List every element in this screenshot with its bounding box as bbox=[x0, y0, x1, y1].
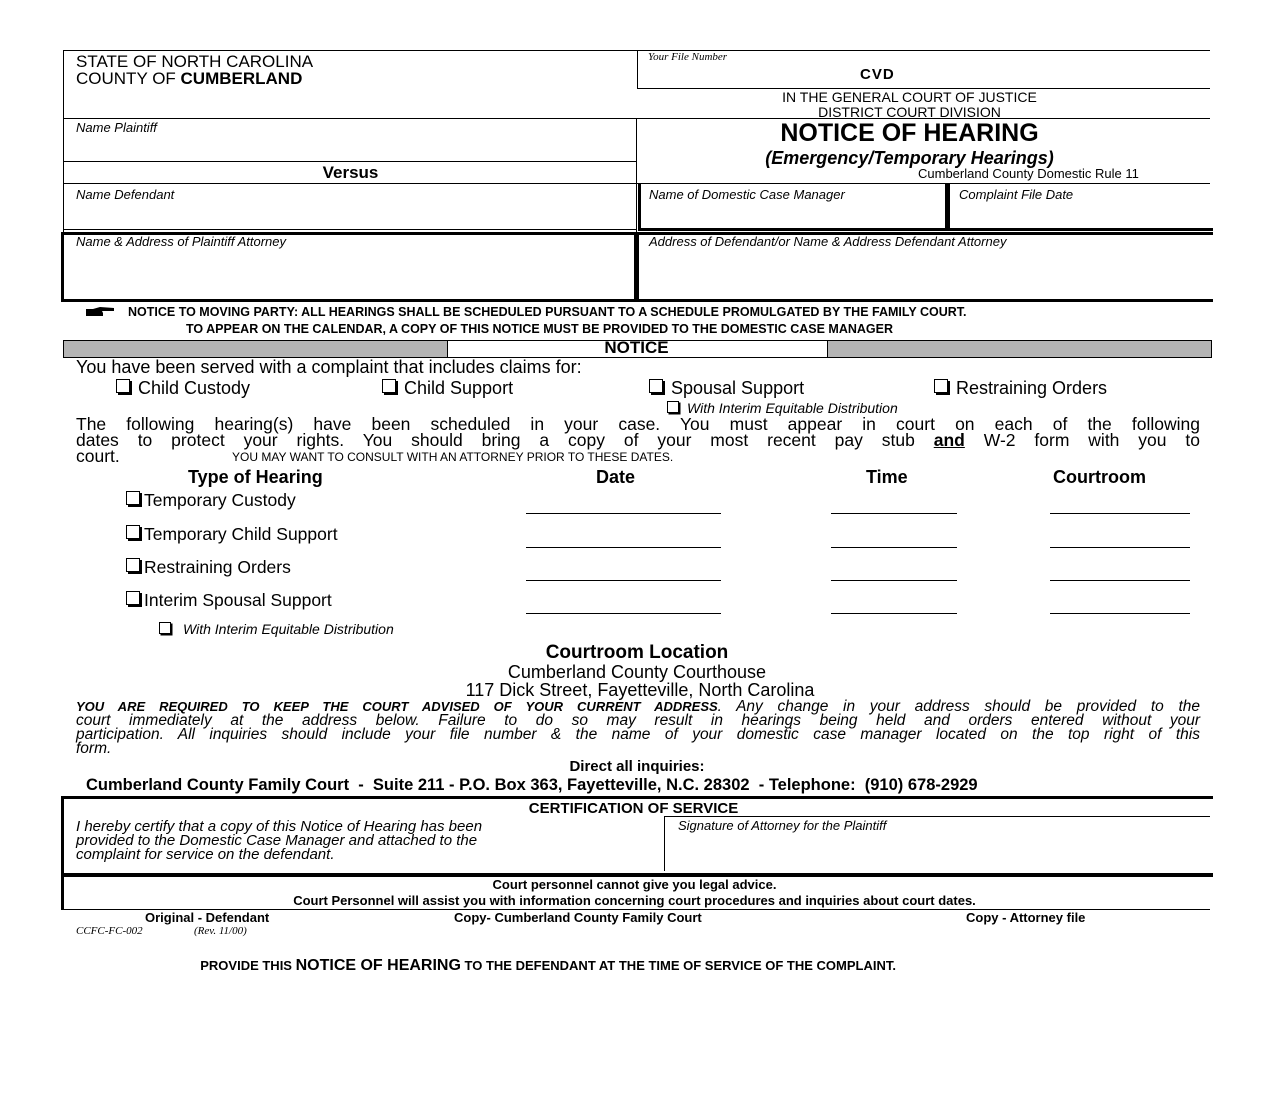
case-manager-label: Name of Domestic Case Manager bbox=[649, 187, 845, 202]
form-revision: (Rev. 11/00) bbox=[194, 925, 247, 937]
hearing-sub-option[interactable]: With Interim Equitable Distribution bbox=[159, 621, 394, 637]
rule-reference: Cumberland County Domestic Rule 11 bbox=[918, 166, 1139, 181]
notice-subtitle: (Emergency/Temporary Hearings) bbox=[765, 148, 1054, 168]
scheduled-line-1: The following hearing(s) have been scheduled in your case. You must appear in court on each of the following bbox=[76, 414, 1200, 434]
checkbox-icon bbox=[159, 622, 171, 634]
courtroom-blank[interactable] bbox=[1050, 580, 1190, 581]
header-courtroom: Courtroom bbox=[1053, 467, 1146, 487]
notice-bar-right bbox=[827, 340, 1212, 358]
complaint-date-label: Complaint File Date bbox=[959, 187, 1074, 202]
address-notice-line-2: court immediately at the address below. Failure to do so may result in hearings being held and orders entered without your bbox=[76, 712, 1200, 729]
time-blank[interactable] bbox=[831, 613, 957, 614]
header-type-of-hearing: Type of Hearing bbox=[188, 467, 323, 487]
copy-original: Original - Defendant bbox=[145, 910, 270, 925]
hearing-row-temporary-child-support[interactable]: Temporary Child Support bbox=[126, 524, 338, 545]
checkbox-icon bbox=[126, 491, 140, 505]
file-number-value[interactable]: CVD bbox=[860, 66, 895, 83]
checkbox-icon bbox=[649, 379, 663, 393]
claim-interim-distribution[interactable]: With Interim Equitable Distribution bbox=[667, 400, 898, 416]
checkbox-icon bbox=[126, 558, 140, 572]
claim-child-custody[interactable]: Child Custody bbox=[116, 378, 250, 399]
copy-court: Copy- Cumberland County Family Court bbox=[454, 910, 702, 925]
consult-text: YOU MAY WANT TO CONSULT WITH AN ATTORNEY PRIOR TO THESE DATES. bbox=[232, 450, 674, 464]
address-notice-line-1: YOU ARE REQUIRED TO KEEP THE COURT ADVISED OF YOUR CURRENT ADDRESS. Any change in your address should be provided to the bbox=[76, 698, 1200, 715]
notice-title: NOTICE OF HEARING bbox=[780, 119, 1039, 147]
courtroom-blank[interactable] bbox=[1050, 547, 1190, 548]
header-time: Time bbox=[866, 467, 908, 487]
date-blank[interactable] bbox=[526, 513, 721, 514]
provide-notice: PROVIDE THIS NOTICE OF HEARING TO THE DEFENDANT AT THE TIME OF SERVICE OF THE COMPLAINT. bbox=[200, 957, 896, 974]
checkbox-icon bbox=[116, 379, 130, 393]
hearing-row-temporary-custody[interactable]: Temporary Custody bbox=[126, 490, 296, 511]
county-line bbox=[76, 69, 302, 89]
address-notice-line-3: participation. All inquiries should include your file number & the name of your domestic case manager located on the top right of this bbox=[76, 726, 1200, 743]
location-title: Courtroom Location bbox=[545, 642, 729, 663]
time-blank[interactable] bbox=[831, 547, 957, 548]
versus-label: Versus bbox=[322, 163, 379, 182]
certification-title: CERTIFICATION OF SERVICE bbox=[528, 800, 739, 817]
scheduled-line-3: court. bbox=[76, 446, 120, 466]
checkbox-icon bbox=[126, 591, 140, 605]
court-line-1: IN THE GENERAL COURT OF JUSTICE bbox=[782, 89, 1037, 105]
signature-field[interactable] bbox=[666, 836, 1206, 868]
copy-attorney: Copy - Attorney file bbox=[966, 910, 1086, 925]
county-prefix: COUNTY OF bbox=[76, 69, 181, 88]
legal-advice-line-1: Court personnel cannot give you legal advice. bbox=[492, 877, 777, 892]
state-label: STATE OF NORTH CAROLINA bbox=[76, 52, 314, 71]
legal-advice-line-2: Court Personnel will assist you with information concerning court procedures and inquiries about court dates. bbox=[293, 893, 976, 908]
checkbox-icon bbox=[126, 525, 140, 539]
signature-label: Signature of Attorney for the Plaintiff bbox=[678, 818, 887, 833]
file-number-label: Your File Number bbox=[648, 51, 728, 63]
court-contact: Cumberland County Family Court - Suite 211 - P.O. Box 363, Fayetteville, N.C. 28302 - Telephone: (910) 678-2929 bbox=[86, 776, 978, 794]
pointing-hand-icon bbox=[86, 305, 116, 323]
hearing-row-restraining-orders[interactable]: Restraining Orders bbox=[126, 557, 291, 578]
date-blank[interactable] bbox=[526, 613, 721, 614]
scheduled-line-2: dates to protect your rights. You should bring a copy of your most recent pay stub and W-2 form with you to bbox=[76, 430, 1200, 450]
address-notice-line-4: form. bbox=[76, 740, 112, 757]
notice-heading: NOTICE bbox=[604, 338, 669, 357]
certification-line-2: provided to the Domestic Case Manager and attached to the bbox=[76, 832, 478, 849]
certification-line-3: complaint for service on the defendant. bbox=[76, 846, 335, 863]
hearing-row-interim-spousal-support[interactable]: Interim Spousal Support bbox=[126, 590, 332, 611]
time-blank[interactable] bbox=[831, 580, 957, 581]
form-code: CCFC-FC-002 bbox=[76, 925, 143, 937]
claim-spousal-support[interactable]: Spousal Support bbox=[649, 378, 804, 399]
time-blank[interactable] bbox=[831, 513, 957, 514]
claim-restraining-orders[interactable]: Restraining Orders bbox=[934, 378, 1107, 399]
defendant-label: Name Defendant bbox=[76, 187, 175, 202]
checkbox-icon bbox=[667, 401, 679, 413]
county-name: CUMBERLAND bbox=[180, 69, 303, 88]
served-text: You have been served with a complaint that includes claims for: bbox=[76, 357, 582, 377]
location-line-1: Cumberland County Courthouse bbox=[507, 662, 767, 682]
courtroom-blank[interactable] bbox=[1050, 613, 1190, 614]
plaintiff-label: Name Plaintiff bbox=[76, 120, 157, 135]
defendant-address-label: Address of Defendant/or Name & Address Defendant Attorney bbox=[649, 234, 1007, 249]
location-line-2: 117 Dick Street, Fayetteville, North Carolina bbox=[465, 680, 815, 700]
moving-party-line-1: NOTICE TO MOVING PARTY: ALL HEARINGS SHALL BE SCHEDULED PURSUANT TO A SCHEDULE PROMULGATED BY THE FAMILY COURT. bbox=[128, 305, 967, 319]
court-line-2: DISTRICT COURT DIVISION bbox=[818, 104, 1001, 120]
date-blank[interactable] bbox=[526, 547, 721, 548]
notice-bar-left bbox=[63, 340, 448, 358]
inquiries-label: Direct all inquiries: bbox=[569, 758, 705, 775]
certification-line-1: I hereby certify that a copy of this Notice of Hearing has been bbox=[76, 818, 483, 835]
courtroom-blank[interactable] bbox=[1050, 513, 1190, 514]
plaintiff-attorney-label: Name & Address of Plaintiff Attorney bbox=[76, 234, 287, 249]
checkbox-icon bbox=[934, 379, 948, 393]
header-date: Date bbox=[596, 467, 636, 487]
date-blank[interactable] bbox=[526, 580, 721, 581]
moving-party-line-2: TO APPEAR ON THE CALENDAR, A COPY OF THIS NOTICE MUST BE PROVIDED TO THE DOMESTIC CASE MANAGER bbox=[186, 322, 893, 336]
checkbox-icon bbox=[382, 379, 396, 393]
claim-child-support[interactable]: Child Support bbox=[382, 378, 513, 399]
